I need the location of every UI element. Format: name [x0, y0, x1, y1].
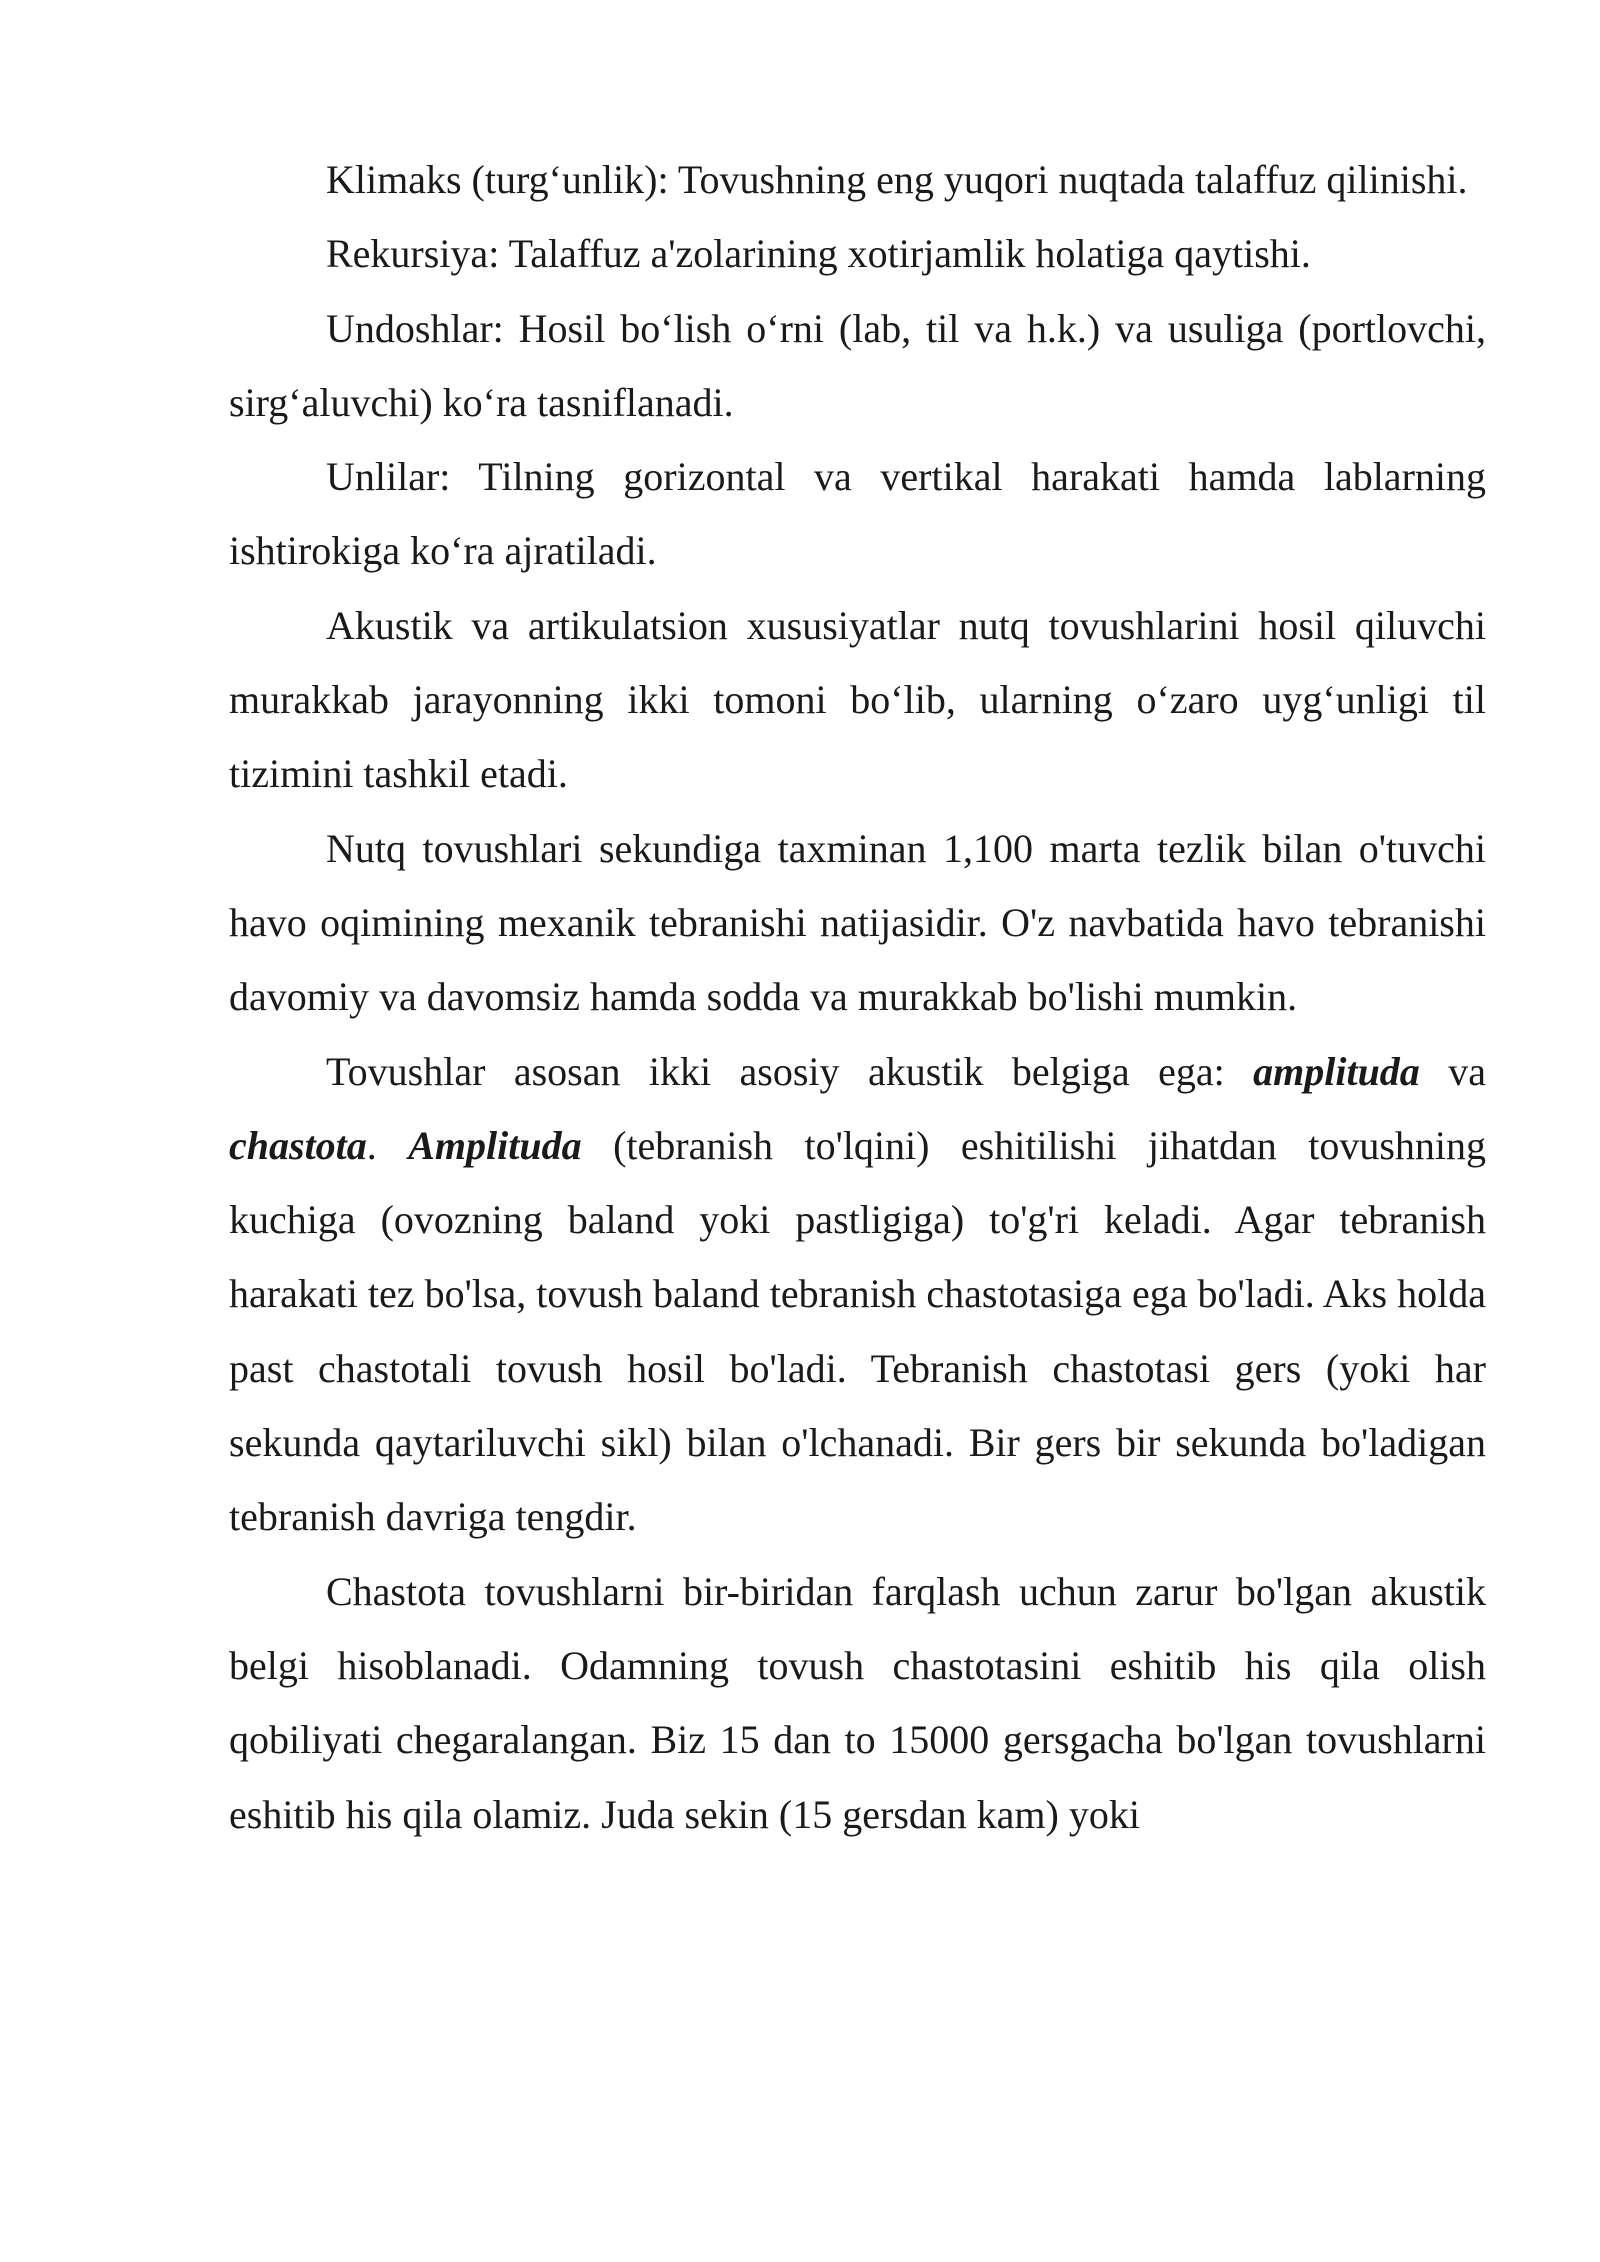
- paragraph-text: va: [1419, 1048, 1486, 1094]
- paragraph-klimaks: [229, 143, 1486, 217]
- paragraph-text: Klimaks (turg‘unlik): Tovushning eng yuqori nuqtada talaffuz qilinishi.: [326, 157, 1468, 202]
- paragraph-akustik: [229, 589, 1486, 812]
- paragraph-rekursiya: [229, 217, 1486, 291]
- paragraph-text: (tebranish to'lqini) eshitilishi jihatdan tovushning kuchiga (ovozning baland yoki pastligiga) to'g'ri keladi. Agar tebranish harakati tez bo'lsa, tovush baland tebranish chastotasiga ega bo'ladi. Aks holda past chastotali tovush hosil bo'ladi. Tebranish chastotasi gers (yoki har sekunda qaytariluvchi sikl) bilan o'lchanadi. Bir gers bir sekunda bo'ladigan tebranish davriga tengdir.: [229, 1122, 1486, 1540]
- paragraph-text: Tovushlar asosan ikki asosiy akustik belgiga ega:: [326, 1048, 1254, 1094]
- paragraph-text: Unlilar: Tilning gorizontal va vertikal harakati hamda lablarning ishtirokiga ko‘ra ajratiladi.: [229, 454, 1486, 574]
- emphasis-term-amplituda-capital: Amplituda: [408, 1122, 582, 1168]
- paragraph-undoshlar: [229, 292, 1486, 441]
- paragraph-amplituda-chastota: [229, 1035, 1486, 1555]
- paragraph-text: Akustik va artikulatsion xususiyatlar nutq tovushlarini hosil qiluvchi murakkab jarayonning ikki tomoni bo‘lib, ularning o‘zaro uyg‘unligi til tizimini tashkil etadi.: [229, 602, 1486, 797]
- paragraph-text: Rekursiya: Talaffuz a'zolarining xotirjamlik holatiga qaytishi.: [326, 231, 1311, 277]
- paragraph-unlilar: [229, 440, 1486, 589]
- paragraph-chastota: [229, 1555, 1486, 1852]
- paragraph-text: Undoshlar: Hosil bo‘lish o‘rni (lab, til va h.k.) va usuliga (portlovchi, sirg‘aluvchi) ko‘ra tasniflanadi.: [229, 305, 1486, 425]
- paragraph-text: Chastota tovushlarni bir-biridan farqlash uchun zarur bo'lgan akustik belgi hisoblanadi. Odamning tovush chastotasini eshitib his qila olish qobiliyati chegaralangan. Biz 15 dan to 15000 gersgacha bo'lgan tovushlarni eshitib his qila olamiz. Juda sekin (15 gersdan kam) yoki: [229, 1568, 1486, 1837]
- paragraph-text: Nutq tovushlari sekundiga taxminan 1,100 marta tezlik bilan o'tuvchi havo oqimining mexanik tebranishi natijasidir. O'z navbatida havo tebranishi davomiy va davomsiz hamda sodda va murakkab bo'lishi mumkin.: [229, 825, 1486, 1020]
- paragraph-nutq-tovushlari: [229, 812, 1486, 1035]
- emphasis-term-chastota: chastota: [229, 1122, 367, 1168]
- emphasis-term-amplituda: amplituda: [1253, 1048, 1420, 1094]
- document-body: [229, 143, 1486, 1852]
- paragraph-text: .: [366, 1122, 409, 1168]
